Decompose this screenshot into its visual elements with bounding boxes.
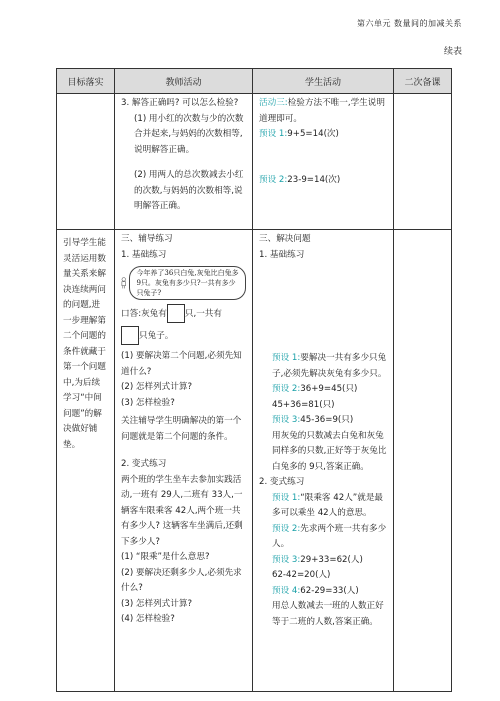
student-variant-3: 预设 3:29+33=62(人) xyxy=(272,554,363,565)
section-title: 三、解决问题 xyxy=(259,234,311,244)
student-activity: 活动三:检验方法不唯一,学生说明道理即可。 xyxy=(259,98,385,124)
student-preset-3: 预设 3:45-36=9(只) xyxy=(272,415,354,425)
teacher-question: 3. 解答正确吗? 可以怎么检验? xyxy=(121,98,239,108)
student-variant-4-expl: 用总人数减去一班的人数正好等于二班的人数,答案正确。 xyxy=(272,601,384,627)
student-preset-2: 预设 2:36+9=45(只) xyxy=(272,384,358,394)
col-header-student: 学生活动 xyxy=(253,69,394,94)
student-cell xyxy=(253,230,394,692)
table-row xyxy=(57,94,452,230)
goal-cell-empty xyxy=(57,94,115,230)
student-variant-1: 预设 1:“限乘客 42人”就是最多可以乘坐 42人的意思。 xyxy=(272,492,384,518)
teacher-method-1: (1) 用小红的次数与少的次数合并起来,与妈妈的次数相等,说明解答正确。 xyxy=(134,113,244,155)
student-preset-1: 预设 1:9+5=14(次) xyxy=(259,129,339,139)
col-header-review: 二次备课 xyxy=(394,69,452,94)
variant-question-3: (3) 怎样列式计算? xyxy=(121,598,193,609)
answer-blank-2[interactable] xyxy=(121,326,139,345)
teacher-cell xyxy=(115,230,253,692)
answer-blank-1[interactable] xyxy=(167,304,185,323)
student-variant-4: 预设 4:62-29=33(人) xyxy=(272,585,359,596)
student-variant-3-line2: 62-42=20(人) xyxy=(272,570,331,580)
subsection-title: 2. 变式练习 xyxy=(259,477,305,487)
teacher-method-2: (2) 用两人的总次数减去小红的次数,与妈妈的次数相等,说明解答正确。 xyxy=(134,170,244,211)
teacher-cell xyxy=(115,94,253,230)
oral-answer: 口答:灰兔有 只,一共有 xyxy=(121,304,246,323)
guide-question-3: (3) 怎样检验? xyxy=(121,397,175,408)
student-preset-3-expl: 用灰兔的只数减去白兔和灰兔同样多的只数,正好等于灰兔比白兔多的 9只,答案正确。 xyxy=(272,430,387,472)
student-preset-1: 预设 1:要解决一共有多少只兔子,必须先解决灰兔有多少只。 xyxy=(272,353,387,379)
problem-figure xyxy=(121,266,246,300)
variant-problem: 两个班的学生坐车去参加实践活动,一班有 29人,二班有 33人,一辆客车限乘客 42人,两个班一共有多少人? 这辆客车坐满后,还剩下多少人? xyxy=(121,474,243,547)
variant-question-4: (4) 怎样检验? xyxy=(121,614,175,624)
subsection-title: 1. 基础练习 xyxy=(259,249,305,260)
col-header-goal: 目标落实 xyxy=(57,69,115,94)
student-preset-2-line2: 45+36=81(只) xyxy=(272,399,335,410)
student-variant-2: 预设 2:先求两个班一共有多少人。 xyxy=(272,523,387,549)
review-cell-empty xyxy=(394,230,452,692)
oral-answer-cont: 只兔子。 xyxy=(121,326,246,345)
variant-question-1: (1) “限乘”是什么意思? xyxy=(121,552,210,562)
subsection-title: 1. 基础练习 xyxy=(121,249,167,260)
guide-question-2: (2) 怎样列式计算? xyxy=(121,382,193,392)
guide-question-1: (1) 要解决第二个问题,必须先知道什么? xyxy=(121,351,242,377)
col-header-teacher: 教师活动 xyxy=(115,69,253,94)
continued-label: 续表 xyxy=(443,47,462,57)
review-cell-empty xyxy=(394,94,452,230)
subsection-title: 2. 变式练习 xyxy=(121,459,167,469)
table-row xyxy=(57,230,452,692)
lesson-table xyxy=(56,68,452,692)
goal-text: 引导学生能灵活运用数量关系来解决连续两问的问题,进一步理解第二个问题的条件就藏于第一个问题中,为后续学习“中间问题”的解决做好铺垫。 xyxy=(63,238,106,450)
activity-tag: 活动三: xyxy=(259,98,288,108)
speech-bubble: 今年养了36只白兔,灰兔比白兔多9只。灰兔有多少只?一共有多少只兔子? xyxy=(129,266,246,300)
table-header-row xyxy=(57,69,452,94)
student-preset-2: 预设 2:23-9=14(次) xyxy=(259,174,341,185)
student-cell xyxy=(253,94,394,230)
section-title: 三、辅导练习 xyxy=(121,234,173,244)
variant-question-2: (2) 要解决还剩多少人,必须先求什么? xyxy=(121,567,242,593)
goal-cell xyxy=(57,230,115,692)
unit-header: 第六单元 数量间的加减关系 xyxy=(356,19,462,28)
teacher-note: 关注辅导学生明确解决的第一个问题就是第二个问题的条件。 xyxy=(121,416,242,442)
child-illustration-icon xyxy=(121,270,126,296)
